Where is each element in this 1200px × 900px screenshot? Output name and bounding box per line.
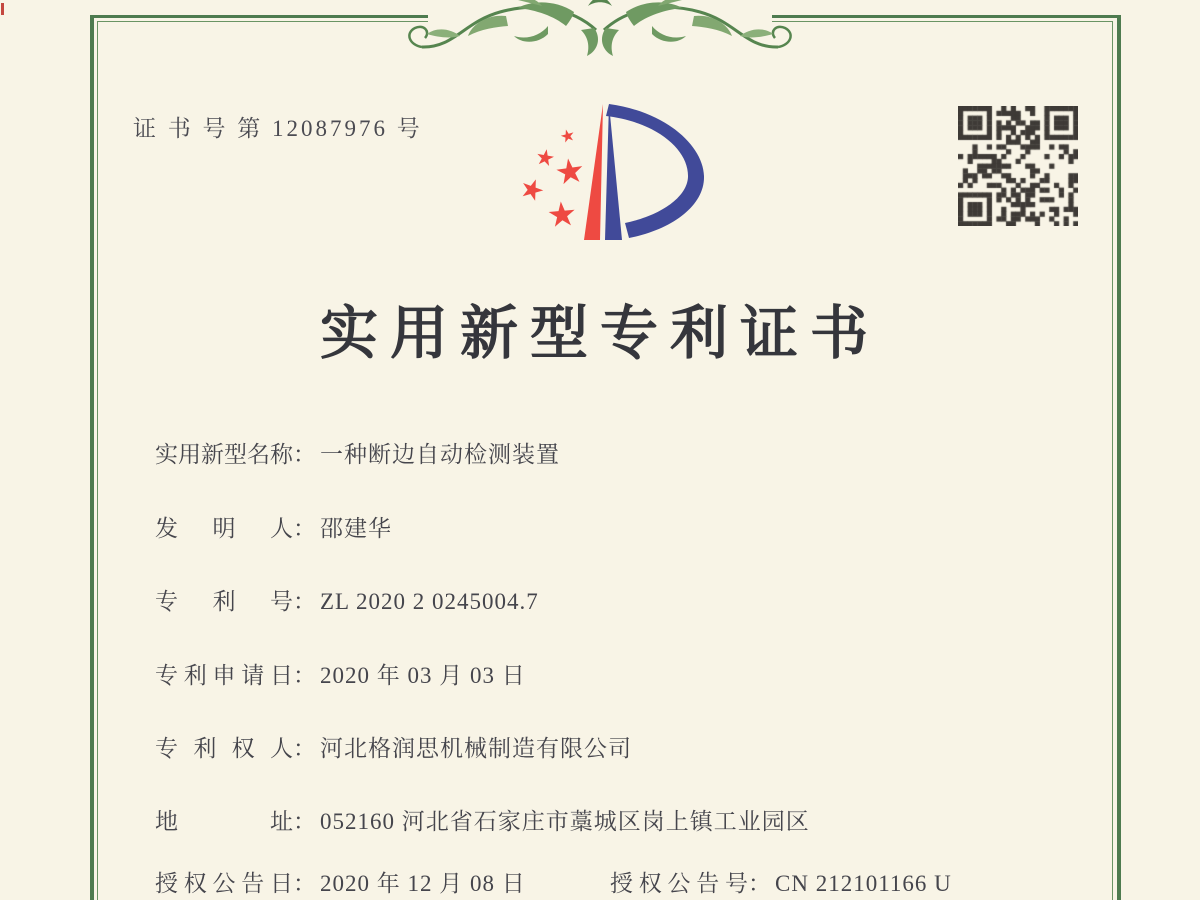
field-colon: ： [293, 663, 316, 688]
field-value: 052160 河北省石家庄市藁城区岗上镇工业园区 [320, 809, 810, 834]
frame-inner-top-left [97, 21, 428, 22]
field-colon: ： [293, 442, 316, 467]
field-colon: ： [293, 871, 316, 896]
field-row-patent-number [155, 583, 539, 616]
frame-inner-left [97, 21, 98, 900]
field-row-inventor [155, 510, 392, 543]
field-value: 2020 年 03 月 03 日 [320, 663, 526, 688]
field-colon: ： [293, 516, 316, 541]
frame-left-line [90, 15, 94, 900]
frame-top-line-left [90, 15, 428, 18]
certificate-number: 证 书 号 第 12087976 号 [133, 116, 423, 141]
star-icon: ★ [545, 193, 579, 237]
cnipa-patent-logo [505, 88, 715, 248]
field-row-grant-date [155, 865, 526, 898]
field-row-grant-number [610, 865, 952, 898]
field-label: 发明人 [155, 516, 293, 541]
field-label: 实用新型名称 [155, 442, 293, 467]
field-value: 一种断边自动检测装置 [320, 442, 560, 467]
field-label: 地址 [155, 809, 293, 834]
qr-code [958, 106, 1078, 226]
field-value: 2020 年 12 月 08 日 [320, 871, 526, 896]
field-row-address [155, 803, 810, 836]
field-label: 专利权人 [155, 736, 293, 761]
star-icon: ★ [514, 169, 550, 210]
field-label: 专利申请日 [155, 663, 293, 688]
frame-inner-right [1112, 21, 1113, 900]
frame-right-line [1117, 15, 1121, 900]
field-value: 邵建华 [320, 516, 392, 541]
field-colon: ： [293, 589, 316, 614]
field-value: ZL 2020 2 0245004.7 [320, 589, 539, 614]
floral-ornament-icon [403, 0, 797, 72]
red-edge-mark [1, 3, 4, 15]
field-colon: ： [293, 809, 316, 834]
field-value: 河北格润思机械制造有限公司 [320, 736, 632, 761]
field-row-application-date [155, 657, 526, 690]
frame-inner-top-right [772, 21, 1112, 22]
star-icon: ★ [557, 124, 578, 149]
field-label: 授权公告号 [610, 871, 748, 896]
star-icon: ★ [552, 150, 588, 194]
star-icon: ★ [533, 144, 557, 173]
field-colon: ： [748, 871, 771, 896]
frame-top-line-right [772, 15, 1121, 18]
field-value: CN 212101166 U [775, 871, 952, 896]
field-label: 授权公告日 [155, 871, 293, 896]
field-label: 专利号 [155, 589, 293, 614]
field-row-patentee [155, 730, 632, 763]
field-colon: ： [293, 736, 316, 761]
certificate-title: 实用新型专利证书 [319, 301, 880, 366]
field-row-utility-model-name [155, 436, 560, 469]
